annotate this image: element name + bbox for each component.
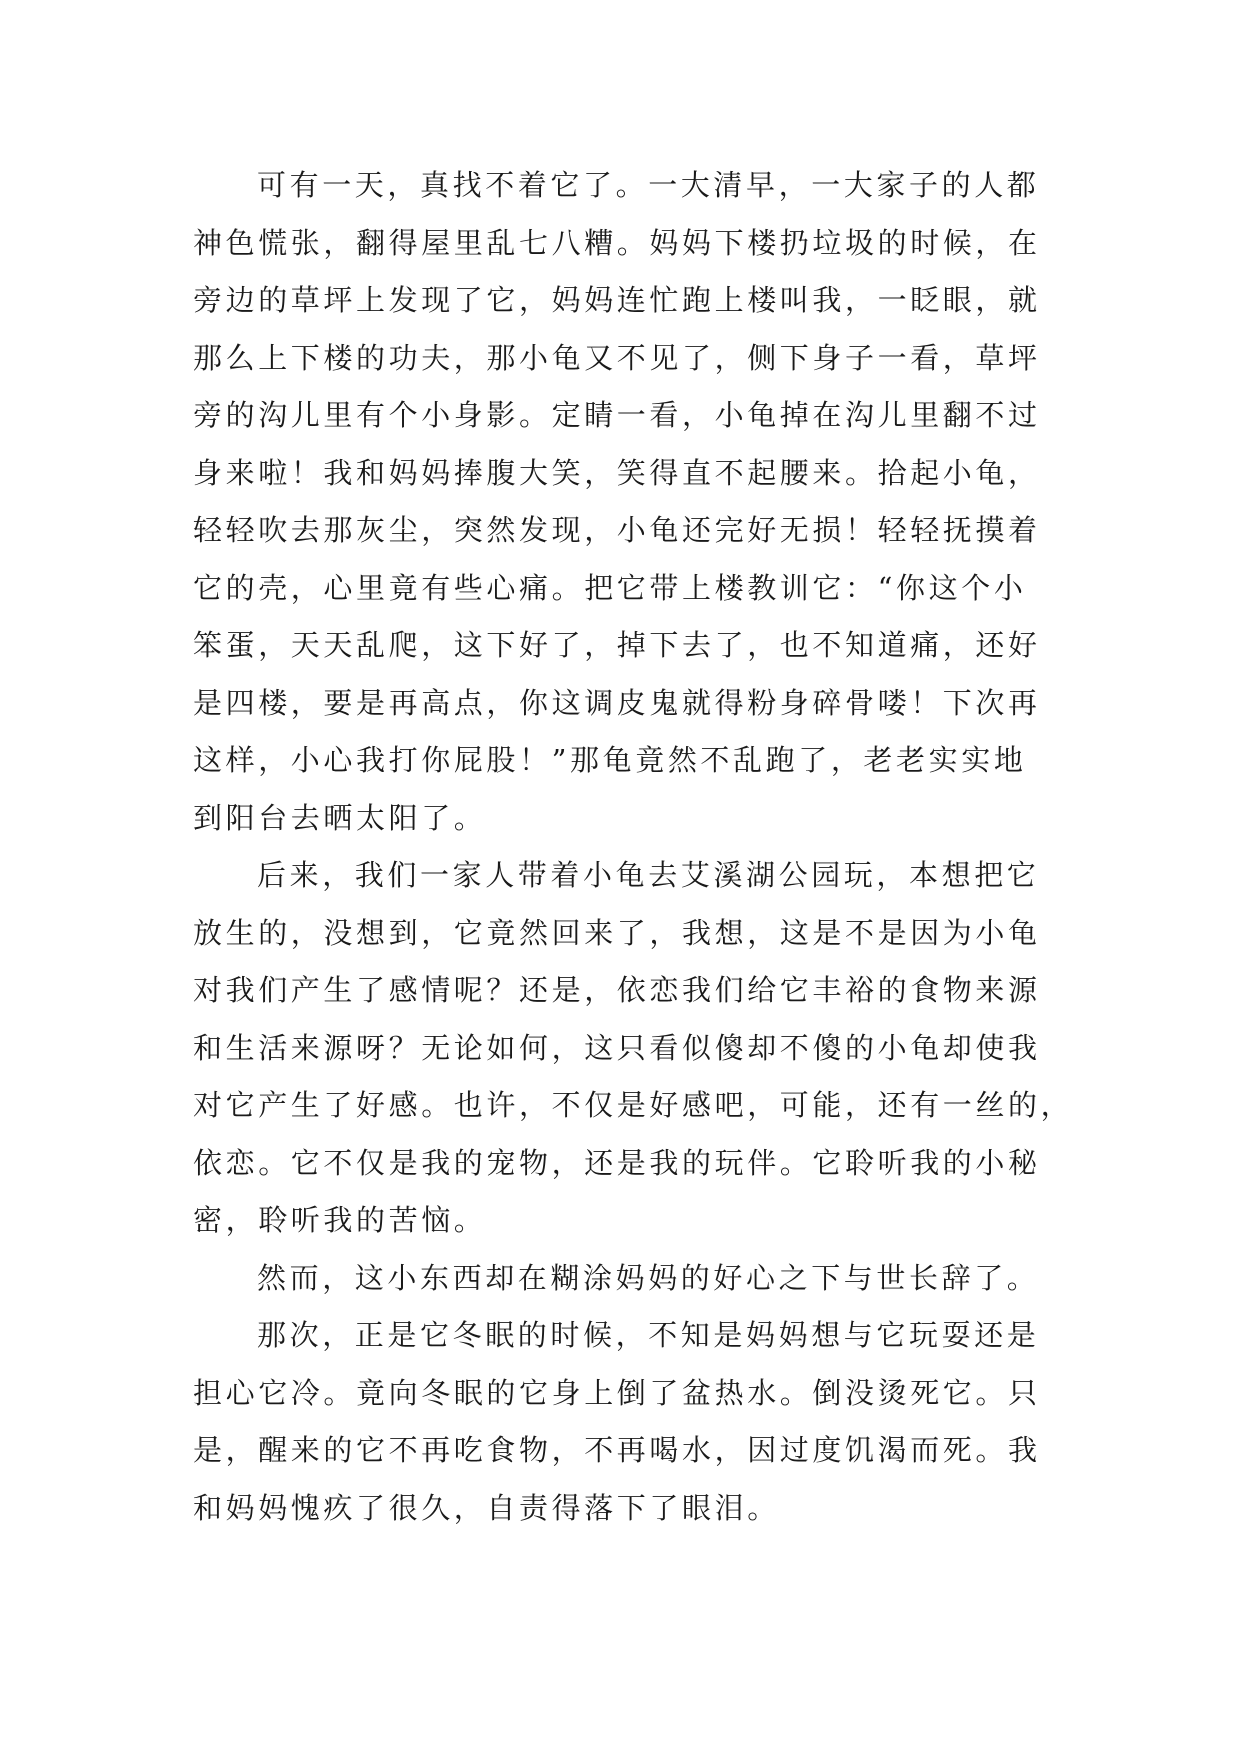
text-line: 旁的沟儿里有个小身影。定睛一看，小龟掉在沟儿里翻不过 xyxy=(193,398,1041,432)
text-line: 它的壳，心里竟有些心痛。把它带上楼教训它：“你这个小 xyxy=(193,570,1027,605)
text-line: 旁边的草坪上发现了它，妈妈连忙跑上楼叫我，一眨眼，就 xyxy=(193,283,1041,317)
text-line: 神色慌张，翻得屋里乱七八糟。妈妈下楼扔垃圾的时候，在 xyxy=(193,225,1041,260)
text-line: 然而，这小东西却在糊涂妈妈的好心之下与世长辞了。 xyxy=(257,1260,1040,1295)
text-line: 到阳台去晒太阳了。 xyxy=(193,800,487,835)
text-line: 是，醒来的它不再吃食物，不再喝水，因过度饥渴而死。我 xyxy=(193,1433,1041,1467)
text-line: 轻轻吹去那灰尘，突然发现，小龟还完好无损！轻轻抚摸着 xyxy=(193,513,1041,547)
text-line: 那么上下楼的功夫，那小龟又不见了，侧下身子一看，草坪 xyxy=(193,340,1041,375)
text-line: 身来啦！我和妈妈捧腹大笑，笑得直不起腰来。拾起小龟， xyxy=(193,455,1041,490)
text-line: 放生的，没想到，它竟然回来了，我想，这是不是因为小龟 xyxy=(193,915,1041,950)
text-line: 和妈妈愧疚了很久，自责得落下了眼泪。 xyxy=(193,1490,780,1525)
text-line: 对它产生了好感。也许，不仅是好感吧，可能，还有一丝的， xyxy=(193,1088,1074,1122)
text-line: 和生活来源呀？无论如何，这只看似傻却不傻的小龟却使我 xyxy=(193,1030,1041,1065)
text-line: 这样，小心我打你屁股！”那龟竟然不乱跑了，老老实实地 xyxy=(193,743,1027,777)
text-line: 那次，正是它冬眠的时候，不知是妈妈想与它玩耍还是 xyxy=(257,1318,1040,1352)
text-line: 依恋。它不仅是我的宠物，还是我的玩伴。它聆听我的小秘 xyxy=(193,1145,1041,1180)
text-line: 可有一天，真找不着它了。一大清早，一大家子的人都 xyxy=(257,168,1040,202)
text-line: 是四楼，要是再高点，你这调皮鬼就得粉身碎骨喽！下次再 xyxy=(193,685,1041,720)
text-line: 后来，我们一家人带着小龟去艾溪湖公园玩，本想把它 xyxy=(257,858,1040,892)
text-line: 对我们产生了感情呢？还是，依恋我们给它丰裕的食物来源 xyxy=(193,973,1041,1007)
body-text xyxy=(193,157,1074,1537)
text-line: 笨蛋，天天乱爬，这下好了，掉下去了，也不知道痛，还好 xyxy=(193,628,1041,662)
text-line: 担心它冷。竟向冬眠的它身上倒了盆热水。倒没烫死它。只 xyxy=(193,1375,1041,1410)
text-line: 密，聆听我的苦恼。 xyxy=(193,1203,487,1237)
